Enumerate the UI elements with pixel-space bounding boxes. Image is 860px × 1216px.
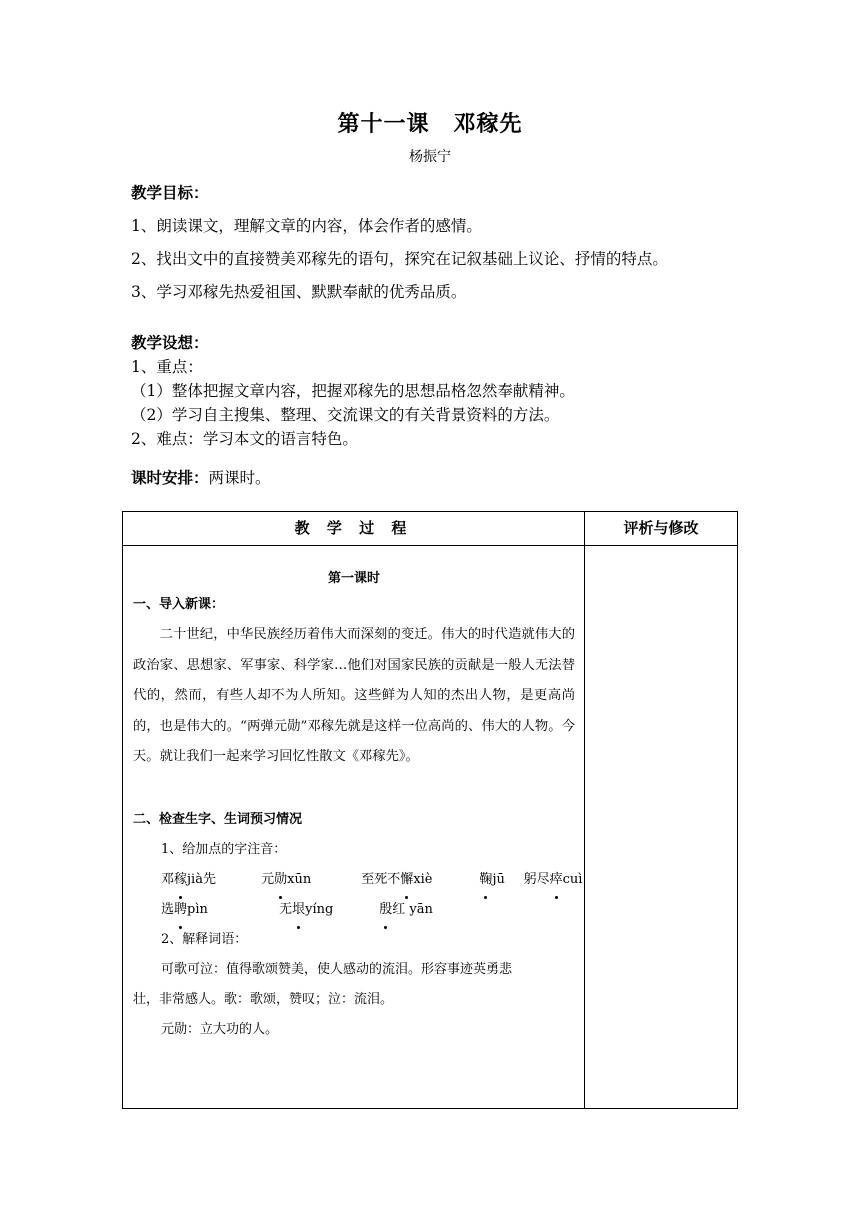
- column-divider: [584, 512, 585, 1108]
- design-item: 1、重点：: [131, 358, 203, 376]
- design-section: [131, 331, 575, 451]
- pron-item: 无垠yíng: [279, 895, 375, 925]
- pron-item: 躬尽瘁cuì: [524, 865, 583, 895]
- header-review: 评析与修改: [623, 519, 699, 537]
- schedule-value: 两课时。: [208, 469, 271, 487]
- objective-item: 3、学习邓稼先热爱祖国、默默奉献的优秀品质。: [131, 283, 467, 301]
- sub-heading: 2、解释词语：: [161, 931, 248, 947]
- pron-item: 选聘pìn: [161, 895, 275, 925]
- objective-item: 2、找出文中的直接赞美邓稼先的语句，探究在记叙基础上议论、抒情的特点。: [131, 250, 668, 268]
- header-divider: [123, 545, 737, 546]
- header-process: 教 学 过 程: [294, 519, 413, 537]
- pron-item: 鞠jū: [479, 865, 519, 895]
- lesson-name: 邓稼先: [453, 112, 523, 137]
- pronunciation-row-2: [133, 895, 575, 925]
- sub-heading: 1、给加点的字注音：: [161, 841, 287, 857]
- design-item: 2、难点：学习本文的语言特色。: [131, 430, 358, 448]
- process-cell: [133, 568, 583, 1045]
- lesson-label: 第一课时: [327, 571, 380, 586]
- design-item: （2）学习自主搜集、整理、交流课文的有关背景资料的方法。: [131, 406, 560, 424]
- section-heading: 一、导入新课：: [133, 597, 225, 612]
- design-item: （1）整体把握文章内容，把握邓稼先的思想品格忽然奉献精神。: [131, 382, 575, 400]
- design-heading: 教学设想：: [131, 334, 209, 352]
- pron-item: 至死不懈xiè: [361, 865, 475, 895]
- definition-line: 元勋：立大功的人。: [161, 1021, 279, 1037]
- page-title: [0, 107, 860, 138]
- objectives-section: [131, 177, 668, 309]
- lesson-number: 第十一课: [337, 112, 430, 137]
- objectives-heading: 教学目标：: [131, 184, 209, 202]
- definition-continuation: 壮，非常感人。歌：歌颂，赞叹；泣：流泪。: [133, 991, 394, 1007]
- author: 杨振宁: [409, 149, 451, 165]
- schedule: [131, 462, 271, 495]
- pron-item: 殷红 yān: [379, 895, 433, 925]
- schedule-label: 课时安排：: [131, 469, 209, 487]
- lesson-table: [122, 511, 738, 1109]
- section-heading: 二、检查生字、生词预习情况: [133, 811, 303, 827]
- definition-line: 可歌可泣：值得歌颂赞美，使人感动的流泪。形容事迹英勇悲: [161, 961, 513, 977]
- pronunciation-row-1: [133, 865, 583, 895]
- objective-item: 1、朗读课文，理解文章的内容，体会作者的感情。: [131, 217, 482, 235]
- pron-item: 邓稼jià先: [161, 865, 257, 895]
- intro-paragraph: 二十世纪，中华民族经历着伟大而深刻的变迁。伟大的时代造就伟大的政治家、思想家、军事家、科学家…他们对国家民族的贡献是一般人无法替代的，然而，有些人却不为人所知。这些鲜为人知的杰出人物，是更高尚的，也是伟大的。“两弹元勋”邓稼先就是这样一位高尚的、伟大的人物。今天。就让我们一起来学习回忆性散文《邓稼先》。: [133, 627, 575, 764]
- pron-item: 元勋xūn: [261, 865, 357, 895]
